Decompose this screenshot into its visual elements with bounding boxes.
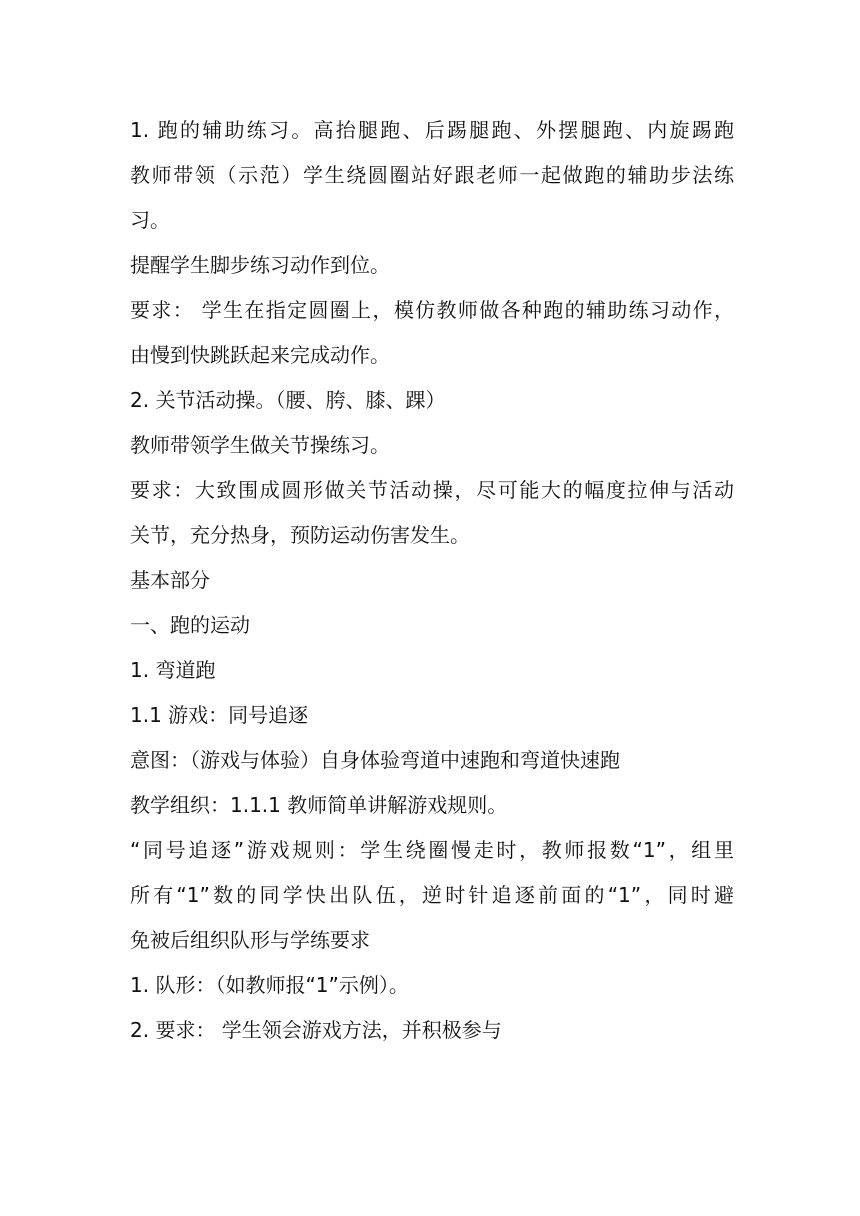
paragraph-line: 提醒学生脚步练习动作到位。	[130, 253, 390, 277]
paragraph-line: 由慢到快跳跃起来完成动作。	[130, 343, 390, 367]
section-heading: 基本部分	[130, 568, 210, 592]
paragraph-line: 关节，充分热身，预防运动伤害发生。	[130, 523, 470, 547]
paragraph-line: 意图：（游戏与体验）自身体验弯道中速跑和弯道快速跑	[130, 748, 620, 772]
paragraph-line: 1.1 游戏：同号追逐	[130, 703, 309, 727]
paragraph-line: 1. 弯道跑	[130, 658, 216, 682]
paragraph-line: “同号追逐”游戏规则：学生绕圈慢走时，教师报数“1”，组里	[130, 838, 734, 862]
paragraph-line: 教师带领学生做关节操练习。	[130, 433, 390, 457]
paragraph-line: 1. 队形：（如教师报“1”示例）。	[130, 973, 409, 997]
paragraph-line: 2. 关节活动操。（腰、胯、膝、踝）	[130, 388, 446, 412]
paragraph-line: 习。	[130, 208, 170, 232]
paragraph-line: 要求：大致围成圆形做关节活动操，尽可能大的幅度拉伸与活动	[130, 478, 734, 502]
document-body	[130, 108, 734, 1053]
paragraph-line: 2. 要求： 学生领会游戏方法，并积极参与	[130, 1018, 502, 1042]
paragraph-line: 要求： 学生在指定圆圈上，模仿教师做各种跑的辅助练习动作，	[130, 298, 734, 322]
paragraph-line: 教师带领（示范）学生绕圆圈站好跟老师一起做跑的辅助步法练	[130, 163, 734, 187]
section-heading: 一、跑的运动	[130, 613, 250, 637]
paragraph-line: 1. 跑的辅助练习。高抬腿跑、后踢腿跑、外摆腿跑、内旋踢跑	[130, 118, 734, 142]
paragraph-line: 免被后组织队形与学练要求	[130, 928, 370, 952]
paragraph-line: 所有“1”数的同学快出队伍，逆时针追逐前面的“1”，同时避	[130, 883, 734, 907]
paragraph-line: 教学组织：1.1.1 教师简单讲解游戏规则。	[130, 793, 508, 817]
